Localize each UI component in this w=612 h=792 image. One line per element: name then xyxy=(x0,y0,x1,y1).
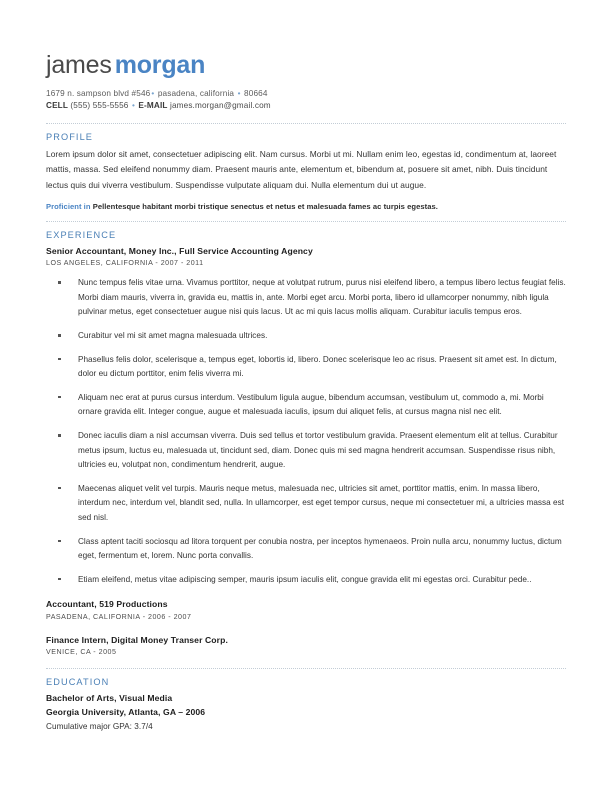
first-name: james xyxy=(46,51,112,79)
email-address[interactable]: james.morgan@gmail.com xyxy=(169,101,271,111)
last-name: morgan xyxy=(114,51,206,79)
list-item xyxy=(46,573,566,588)
city-state: pasadena, california xyxy=(157,88,235,98)
job-bullet-list xyxy=(46,276,566,587)
job-title: Accountant, 519 Productions xyxy=(46,599,168,610)
list-item xyxy=(46,535,566,564)
job-meta: PASADENA, CALIFORNIA - 2006 - 2007 xyxy=(46,612,192,621)
square-bullet-icon xyxy=(58,487,61,490)
section-education xyxy=(46,677,566,733)
bullet-text: Class aptent taciti sociosqu ad litora torquent per conubia nostra, per inceptos hymenaeos. Proin nulla arcu, nonummy luctus, dictum eget, fermentum et, lorem. Nunc porta convallis. xyxy=(78,536,562,561)
education-degree: Bachelor of Arts, Visual Media xyxy=(46,693,173,704)
divider-education xyxy=(46,668,566,669)
bullet-text: Curabitur vel mi sit amet magna malesuada ultrices. xyxy=(78,331,268,341)
profile-body: Lorem ipsum dolor sit amet, consectetuer adipiscing elit. Nam cursus. Morbi ut mi. Nullam enim leo, egestas id, condimentum at, laoreet mattis, massa. Sed eleifend nonummy diam. Praesent mauris ante, elementum et, bibendum at, posuere sit amet, nibh. Duis tincidunt lectus quis dui viverra vestibulum. Suspendisse vulputate aliquam dui. Nulla elementum dui ut augue. xyxy=(46,148,557,190)
resume-content xyxy=(46,52,566,734)
job-meta: VENICE, CA - 2005 xyxy=(46,648,117,657)
square-bullet-icon xyxy=(58,434,61,437)
address-line xyxy=(46,88,566,101)
bullet-text: Maecenas aliquet velit vel turpis. Mauris neque metus, malesuada nec, ultricies sit amet, porttitor mattis, enim. In massa libero, interdum nec, interdum vel, blandit sed, nulla. In ullamcorper, est eget tempor cursus, neque mi consectetuer mi, a ultricies massa est sed nisl. xyxy=(78,483,564,523)
section-title-experience: EXPERIENCE xyxy=(46,229,117,240)
section-experience xyxy=(46,230,566,659)
section-profile xyxy=(46,132,566,211)
list-item xyxy=(46,391,566,420)
contact-line xyxy=(46,100,566,113)
bullet-text: Phasellus felis dolor, scelerisque a, tempus eget, lobortis id, libero. Donec scelerisque leo ac risus. Praesent sit amet est. In dictum, dolor eu dictum porttitor, enim felis viverra mi. xyxy=(78,354,557,379)
list-item xyxy=(46,429,566,473)
bullet-text: Nunc tempus felis vitae urna. Vivamus porttitor, neque at volutpat rutrum, purus nisi eleifend libero, a tempus libero lectus feugiat felis. Morbi diam mauris, viverra in, gravida eu, mattis in, ante. Morbi eget arcu. Morbi porta, libero id ullamcorper nonummy, nibh ligula pulvinar metus, eget consectetuer augue nisi quis lacus. Ut ac mi quis lacus mollis aliquam. Curabitur iaculis tempus eros. xyxy=(78,278,566,317)
zip-code: 80664 xyxy=(244,88,268,98)
education-gpa: Cumulative major GPA: 3.7/4 xyxy=(46,722,153,732)
divider-profile xyxy=(46,123,566,124)
square-bullet-icon xyxy=(58,540,61,543)
square-bullet-icon xyxy=(58,578,61,581)
square-bullet-icon xyxy=(58,396,61,399)
education-school: Georgia University, Atlanta, GA – 2006 xyxy=(46,707,206,718)
address-separator-dot: • xyxy=(151,88,155,98)
job-meta: LOS ANGELES, CALIFORNIA - 2007 - 2011 xyxy=(46,259,204,268)
section-title-profile: PROFILE xyxy=(46,131,94,142)
bullet-text: Etiam eleifend, metus vitae adipiscing semper, mauris ipsum iaculis elit, congue gravida elit mi egestas orci. Curabitur pede.. xyxy=(78,574,532,584)
divider-experience xyxy=(46,221,566,222)
proficient-label: Proficient in xyxy=(46,201,91,211)
proficient-text: Pellentesque habitant morbi tristique senectus et netus et malesuada fames ac turpis egestas. xyxy=(92,201,438,211)
email-label: E-MAIL xyxy=(138,101,168,111)
experience-item xyxy=(46,245,566,588)
page-title xyxy=(46,52,566,80)
square-bullet-icon xyxy=(58,358,61,361)
list-item xyxy=(46,353,566,382)
experience-item xyxy=(46,634,566,659)
square-bullet-icon xyxy=(58,281,61,284)
zip-separator-dot: • xyxy=(237,88,241,98)
contact-separator-dot: • xyxy=(131,101,135,111)
list-item xyxy=(46,329,566,344)
cell-label: CELL xyxy=(46,101,68,111)
bullet-text: Donec iaculis diam a nisl accumsan viverra. Duis sed tellus et tortor vestibulum gravida. Praesent elementum elit at tellus. Curabitur metus ipsum, luctus eu, malesuada ut, tincidunt sed, diam. Donec quis mi sed magna hendrerit accumsan. Suspendisse risus nibh, ultricies eu, volutpat non, condimentum hendrerit, augue. xyxy=(78,431,558,470)
job-title: Finance Intern, Digital Money Transer Corp. xyxy=(46,634,228,645)
proficient-line xyxy=(46,202,566,211)
square-bullet-icon xyxy=(58,334,61,337)
cell-number: (555) 555-5556 xyxy=(70,101,129,111)
list-item xyxy=(46,276,566,320)
street-address: 1679 n. sampson blvd #546 xyxy=(46,88,151,98)
list-item xyxy=(46,482,566,526)
bullet-text: Aliquam nec erat at purus cursus interdum. Vestibulum ligula augue, bibendum accumsan, vestibulum ut, commodo a, mi. Morbi ornare gravida elit. Integer congue, augue et malesuada iaculis, ipsum dui aliquet felis, at cursus magna nisl nec elit. xyxy=(78,392,544,417)
section-title-education: EDUCATION xyxy=(46,677,110,688)
job-title: Senior Accountant, Money Inc., Full Service Accounting Agency xyxy=(46,245,313,256)
experience-item xyxy=(46,598,566,623)
